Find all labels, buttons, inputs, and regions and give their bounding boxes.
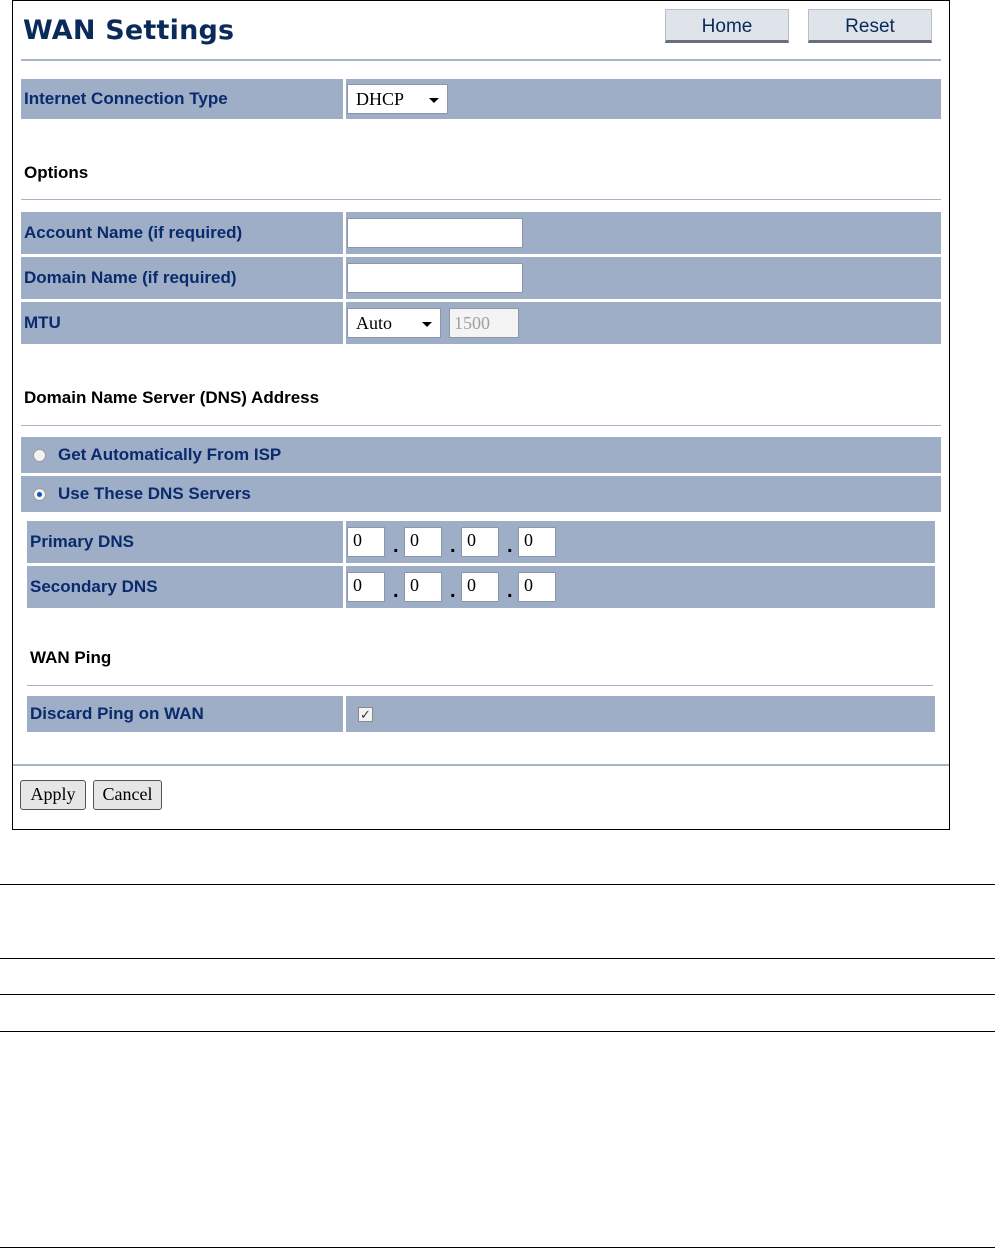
page-title: WAN Settings xyxy=(23,15,235,46)
row-divider xyxy=(343,696,346,732)
connection-type-label: Internet Connection Type xyxy=(24,89,228,108)
footer-divider xyxy=(13,764,949,766)
connection-type-select[interactable] xyxy=(347,84,448,114)
primary-dns-label: Primary DNS xyxy=(30,532,134,551)
mtu-row xyxy=(21,302,941,344)
wan-ping-divider xyxy=(27,685,933,686)
dns-auto-row[interactable] xyxy=(21,437,941,473)
table-rule xyxy=(0,1247,995,1248)
table-rule xyxy=(0,1031,995,1032)
row-divider xyxy=(343,566,346,608)
options-divider xyxy=(21,199,941,200)
domain-name-input[interactable] xyxy=(347,263,523,293)
secondary-dns-octet-2[interactable]: 0 xyxy=(404,572,442,602)
dns-manual-label: Use These DNS Servers xyxy=(58,484,251,503)
account-name-label: Account Name (if required) xyxy=(24,223,243,242)
ip-separator: . xyxy=(507,580,513,602)
mtu-value-input[interactable]: 1500 xyxy=(449,308,519,338)
mtu-mode-select[interactable] xyxy=(347,308,441,338)
reset-button[interactable]: Reset xyxy=(808,9,932,43)
discard-ping-label: Discard Ping on WAN xyxy=(30,704,204,723)
secondary-dns-row xyxy=(27,566,935,608)
connection-type-value: DHCP xyxy=(356,89,405,109)
account-name-input[interactable] xyxy=(347,218,523,248)
options-heading: Options xyxy=(24,163,89,182)
chevron-down-icon xyxy=(429,98,439,103)
mtu-label: MTU xyxy=(24,313,61,332)
dns-heading: Domain Name Server (DNS) Address xyxy=(24,388,320,407)
primary-dns-row xyxy=(27,521,935,563)
row-divider xyxy=(343,521,346,563)
account-name-row xyxy=(21,212,941,254)
dns-auto-label: Get Automatically From ISP xyxy=(58,445,282,464)
secondary-dns-label: Secondary DNS xyxy=(30,577,158,596)
table-rule xyxy=(0,884,995,885)
ip-separator: . xyxy=(393,535,399,557)
header-divider xyxy=(21,59,941,61)
secondary-dns-octet-4[interactable]: 0 xyxy=(518,572,556,602)
primary-dns-octet-2[interactable]: 0 xyxy=(404,527,442,557)
ip-separator: . xyxy=(507,535,513,557)
apply-button[interactable]: Apply xyxy=(20,780,86,810)
table-rule xyxy=(0,958,995,959)
row-divider xyxy=(343,79,346,119)
primary-dns-octet-3[interactable]: 0 xyxy=(461,527,499,557)
primary-dns-octet-4[interactable]: 0 xyxy=(518,527,556,557)
ip-separator: . xyxy=(393,580,399,602)
ip-separator: . xyxy=(450,535,456,557)
domain-name-label: Domain Name (if required) xyxy=(24,268,237,287)
wan-ping-heading: WAN Ping xyxy=(30,648,112,667)
dns-manual-radio[interactable] xyxy=(33,488,46,501)
row-divider xyxy=(343,257,346,299)
home-button[interactable]: Home xyxy=(665,9,789,43)
domain-name-row xyxy=(21,257,941,299)
secondary-dns-octet-1[interactable]: 0 xyxy=(347,572,385,602)
discard-ping-row xyxy=(27,696,935,732)
dns-divider xyxy=(21,425,941,426)
wan-settings-panel xyxy=(12,0,950,830)
dns-manual-row[interactable] xyxy=(21,476,941,512)
dns-auto-radio[interactable] xyxy=(33,449,46,462)
mtu-mode-value: Auto xyxy=(356,313,392,333)
row-divider xyxy=(343,212,346,254)
ip-separator: . xyxy=(450,580,456,602)
discard-ping-checkbox[interactable]: ✓ xyxy=(358,707,373,722)
secondary-dns-octet-3[interactable]: 0 xyxy=(461,572,499,602)
cancel-button[interactable]: Cancel xyxy=(93,780,162,810)
row-divider xyxy=(343,302,346,344)
table-rule xyxy=(0,994,995,995)
connection-type-row xyxy=(21,79,941,119)
chevron-down-icon xyxy=(422,322,432,327)
primary-dns-octet-1[interactable]: 0 xyxy=(347,527,385,557)
